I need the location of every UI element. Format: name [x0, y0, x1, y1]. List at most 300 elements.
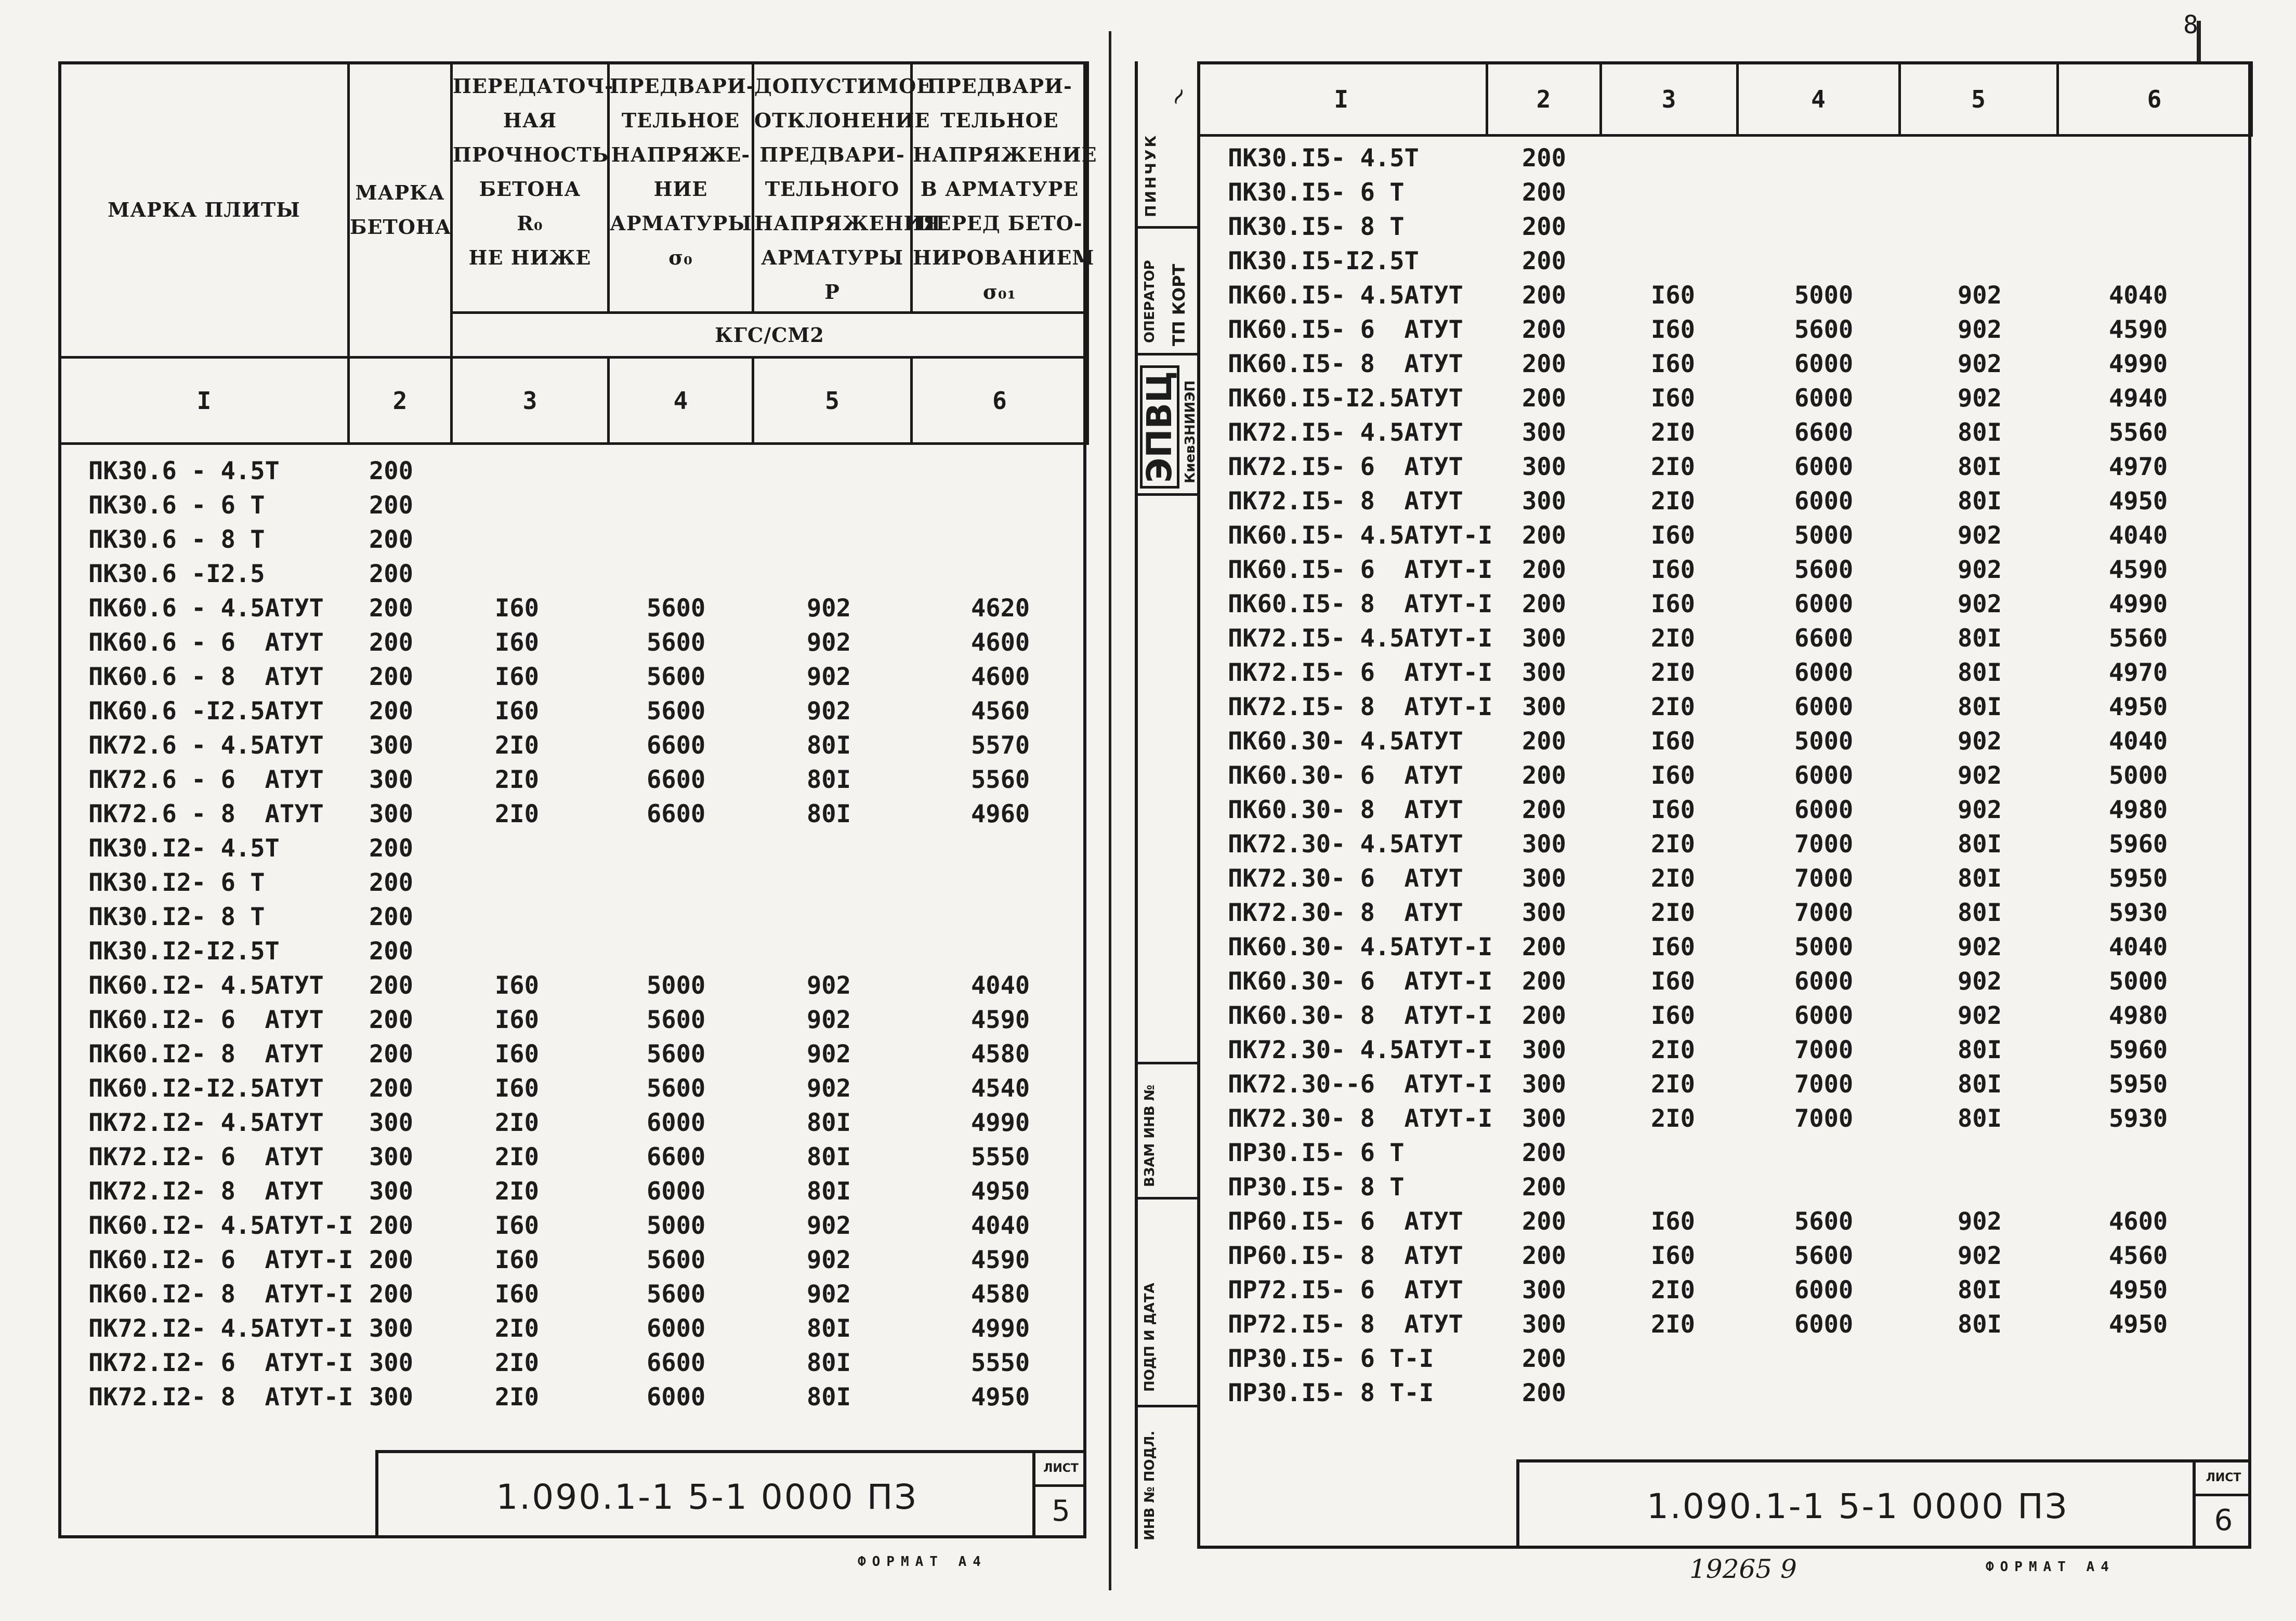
cell-col-1: ПК60.30- 6 АТУТ-I — [1228, 967, 1493, 996]
cell-col-4: 5600 — [647, 697, 706, 726]
cell-col-2: 300 — [1522, 899, 1566, 927]
header-stress-before-concreting: ПРЕДВАРИ- ТЕЛЬНОЕ НАПРЯЖЕНИЕ В АРМАТУРЕ ПЕРЕД БЕТО- НИРОВАНИЕМ σ₀₁ — [912, 63, 1088, 313]
cell-col-1: ПК72.I5- 6 АТУТ-I — [1228, 658, 1493, 687]
cell-col-6: 4940 — [2109, 384, 2168, 413]
left-sheet-number-box — [1032, 1450, 1086, 1538]
header-transfer-strength: ПЕРЕДАТОЧ- НАЯ ПРОЧНОСТЬ БЕТОНА R₀ НЕ НИЖЕ — [452, 63, 609, 313]
cell-col-3: I60 — [1651, 521, 1695, 550]
cell-col-5: 80I — [807, 1383, 851, 1412]
cell-col-6: 5960 — [2109, 1036, 2168, 1064]
cell-col-5: 902 — [807, 628, 851, 657]
cell-col-4: 7000 — [1794, 830, 1854, 859]
cell-col-6: 4990 — [2109, 350, 2168, 378]
cell-col-4: 7000 — [1794, 1070, 1854, 1099]
cell-col-4: 6000 — [647, 1314, 706, 1343]
cell-col-1: ПК30.I5- 4.5Т — [1228, 144, 1419, 173]
cell-col-4: 5600 — [1794, 1242, 1854, 1270]
cell-col-4: 5000 — [1794, 281, 1854, 310]
cell-col-2: 300 — [369, 766, 413, 794]
cell-col-1: ПК60.30- 6 АТУТ — [1228, 761, 1463, 790]
cell-col-6: 4990 — [2109, 590, 2168, 618]
cell-col-4: 6000 — [1794, 1001, 1854, 1030]
cell-col-3: I60 — [495, 594, 539, 623]
cell-col-1: ПК30.I2- 4.5Т — [88, 834, 280, 863]
cell-col-1: ПК30.I2- 8 Т — [88, 903, 265, 931]
cell-col-4: 5600 — [647, 628, 706, 657]
cell-col-2: 200 — [369, 834, 413, 863]
cell-col-4: 7000 — [1794, 1104, 1854, 1133]
cell-col-3: I60 — [1651, 1242, 1695, 1270]
cell-col-2: 200 — [1522, 727, 1566, 756]
col-number-4: 4 — [609, 358, 753, 444]
cell-col-6: 4600 — [2109, 1207, 2168, 1236]
cell-col-2: 300 — [369, 1109, 413, 1137]
cell-col-5: 902 — [1958, 556, 2002, 584]
cell-col-1: ПК60.I2- 6 АТУТ — [88, 1006, 324, 1034]
cell-col-3: 2I0 — [495, 800, 539, 828]
cell-col-5: 902 — [1958, 281, 2002, 310]
cell-col-3: 2I0 — [1651, 487, 1695, 516]
cell-col-2: 300 — [1522, 1310, 1566, 1339]
cell-col-3: 2I0 — [495, 1383, 539, 1412]
cell-col-6: 4560 — [2109, 1242, 2168, 1270]
cell-col-2: 300 — [1522, 830, 1566, 859]
cell-col-1: ПК30.6 - 4.5Т — [88, 457, 280, 485]
cell-col-2: 200 — [369, 560, 413, 588]
cell-col-3: 2I0 — [1651, 658, 1695, 687]
cell-col-5: 902 — [1958, 1207, 2002, 1236]
cell-col-4: 5000 — [1794, 727, 1854, 756]
cell-col-6: 4990 — [971, 1109, 1030, 1137]
cell-col-6: 4600 — [971, 628, 1030, 657]
cell-col-6: 4990 — [971, 1314, 1030, 1343]
cell-col-3: 2I0 — [1651, 693, 1695, 721]
cell-col-2: 200 — [1522, 247, 1566, 275]
cell-col-1: ПК72.I5- 4.5АТУТ — [1228, 418, 1463, 447]
cell-col-5: 80I — [1958, 1310, 2002, 1339]
cell-col-4: 6000 — [1794, 658, 1854, 687]
cell-col-4: 6000 — [647, 1109, 706, 1137]
cell-col-2: 200 — [369, 1040, 413, 1069]
cell-col-1: ПК60.6 -I2.5АТУТ — [88, 697, 324, 726]
left-sheet-label: ЛИСТ — [1035, 1453, 1086, 1487]
cell-col-5: 902 — [1958, 727, 2002, 756]
cell-col-3: 2I0 — [495, 766, 539, 794]
cell-col-3: 2I0 — [495, 1349, 539, 1377]
left-header-table — [58, 61, 1097, 445]
cell-col-1: ПК60.I5- 8 АТУТ — [1228, 350, 1463, 378]
cell-col-2: 200 — [369, 491, 413, 520]
cell-col-1: ПК72.30- 6 АТУТ — [1228, 864, 1463, 893]
cell-col-2: 200 — [1522, 521, 1566, 550]
cell-col-1: ПР30.I5- 6 Т — [1228, 1139, 1405, 1167]
cell-col-5: 80I — [1958, 864, 2002, 893]
cell-col-1: ПК72.I5- 8 АТУТ — [1228, 487, 1463, 516]
col-number-5: 5 — [753, 358, 912, 444]
cell-col-1: ПК60.6 - 4.5АТУТ — [88, 594, 324, 623]
left-format-label: ФОРМАТ А4 — [858, 1554, 987, 1570]
cell-col-5: 902 — [1958, 1001, 2002, 1030]
cell-col-1: ПК60.I5-I2.5АТУТ — [1228, 384, 1463, 413]
cell-col-2: 200 — [1522, 213, 1566, 241]
cell-col-1: ПК72.I2- 8 АТУТ-I — [88, 1383, 353, 1412]
cell-col-3: I60 — [495, 697, 539, 726]
cell-col-5: 80I — [807, 1349, 851, 1377]
cell-col-3: I60 — [1651, 1001, 1695, 1030]
cell-col-2: 300 — [369, 1314, 413, 1343]
cell-col-3: 2I0 — [495, 1314, 539, 1343]
cell-col-6: 4950 — [971, 1177, 1030, 1206]
cell-col-6: 4540 — [971, 1074, 1030, 1103]
cell-col-1: ПК60.30- 4.5АТУТ — [1228, 727, 1463, 756]
col-number-3: 3 — [452, 358, 609, 444]
cell-col-3: 2I0 — [1651, 418, 1695, 447]
cell-col-6: 4970 — [2109, 453, 2168, 481]
cell-col-3: 2I0 — [1651, 1310, 1695, 1339]
cell-col-1: ПК72.I5- 8 АТУТ-I — [1228, 693, 1493, 721]
cell-col-1: ПР60.I5- 6 АТУТ — [1228, 1207, 1463, 1236]
cell-col-3: 2I0 — [1651, 453, 1695, 481]
cell-col-3: I60 — [1651, 590, 1695, 618]
cell-col-4: 6600 — [647, 1349, 706, 1377]
right-doc-code: 1.090.1-1 5-1 0000 ПЗ — [1516, 1459, 2196, 1549]
cell-col-4: 5600 — [647, 1246, 706, 1274]
cell-col-1: ПК30.6 - 8 Т — [88, 525, 265, 554]
cell-col-1: ПК72.30- 8 АТУТ — [1228, 899, 1463, 927]
cell-col-6: 4960 — [971, 800, 1030, 828]
cell-col-2: 200 — [1522, 315, 1566, 344]
cell-col-4: 6600 — [1794, 624, 1854, 653]
cell-col-6: 5570 — [971, 731, 1030, 760]
cell-col-1: ПК72.30- 4.5АТУТ — [1228, 830, 1463, 859]
cell-col-1: ПК60.I5- 4.5АТУТ-I — [1228, 521, 1493, 550]
cell-col-4: 7000 — [1794, 899, 1854, 927]
cell-col-6: 5000 — [2109, 761, 2168, 790]
cell-col-5: 902 — [1958, 761, 2002, 790]
cell-col-4: 6000 — [1794, 693, 1854, 721]
cell-col-1: ПК60.I5- 8 АТУТ-I — [1228, 590, 1493, 618]
left-sheet-number: 5 — [1052, 1494, 1070, 1528]
cell-col-2: 300 — [1522, 1070, 1566, 1099]
strip-cell-inv — [1138, 1407, 1197, 1549]
right-sheet-label: ЛИСТ — [2196, 1462, 2251, 1496]
cell-col-6: 5560 — [971, 766, 1030, 794]
cell-col-3: I60 — [495, 1246, 539, 1274]
cell-col-4: 6600 — [647, 766, 706, 794]
podp-data-label: ПОДП И ДАТА — [1142, 1283, 1158, 1392]
cell-col-2: 200 — [369, 663, 413, 691]
cell-col-5: 80I — [807, 1109, 851, 1137]
cell-col-3: I60 — [1651, 315, 1695, 344]
cell-col-1: ПР72.I5- 6 АТУТ — [1228, 1276, 1463, 1304]
cell-col-2: 200 — [369, 868, 413, 897]
cell-col-5: 80I — [1958, 1104, 2002, 1133]
cell-col-1: ПК30.I2- 6 Т — [88, 868, 265, 897]
cell-col-5: 80I — [1958, 1276, 2002, 1304]
cell-col-1: ПК60.I2- 4.5АТУТ-I — [88, 1211, 353, 1240]
cell-col-6: 4040 — [2109, 521, 2168, 550]
cell-col-6: 4590 — [971, 1246, 1030, 1274]
cell-col-4: 6600 — [1794, 418, 1854, 447]
cell-col-2: 300 — [1522, 693, 1566, 721]
cell-col-3: 2I0 — [495, 731, 539, 760]
cell-col-4: 5600 — [647, 1040, 706, 1069]
cell-col-1: ПК60.I5- 4.5АТУТ — [1228, 281, 1463, 310]
cell-col-6: 5560 — [2109, 418, 2168, 447]
cell-col-2: 200 — [369, 525, 413, 554]
cell-col-5: 80I — [807, 731, 851, 760]
cell-col-2: 200 — [1522, 1001, 1566, 1030]
cell-col-5: 80I — [807, 766, 851, 794]
side-stamp-strip — [1135, 61, 1200, 1549]
cell-col-6: 5560 — [2109, 624, 2168, 653]
cell-col-2: 200 — [1522, 1173, 1566, 1202]
cell-col-2: 200 — [369, 1211, 413, 1240]
strip-cell-vzam — [1138, 1064, 1197, 1200]
cell-col-3: I60 — [1651, 761, 1695, 790]
cell-col-2: 200 — [369, 903, 413, 931]
cell-col-2: 200 — [369, 1074, 413, 1103]
cell-col-6: 4590 — [2109, 556, 2168, 584]
cell-col-2: 300 — [1522, 1104, 1566, 1133]
cell-col-2: 300 — [369, 1383, 413, 1412]
right-col-number-5: 5 — [1899, 63, 2057, 136]
cell-col-3: 2I0 — [1651, 1104, 1695, 1133]
cell-col-2: 200 — [1522, 1345, 1566, 1373]
cell-col-2: 200 — [369, 937, 413, 966]
cell-col-2: 200 — [1522, 933, 1566, 961]
cell-col-4: 6000 — [1794, 1276, 1854, 1304]
cell-col-3: 2I0 — [1651, 864, 1695, 893]
cell-col-1: ПК72.I2- 6 АТУТ-I — [88, 1349, 353, 1377]
cell-col-5: 80I — [1958, 624, 2002, 653]
cell-col-6: 5550 — [971, 1349, 1030, 1377]
cell-col-3: I60 — [1651, 350, 1695, 378]
cell-col-4: 5600 — [647, 663, 706, 691]
cell-col-6: 4590 — [971, 1006, 1030, 1034]
cell-col-2: 200 — [1522, 1207, 1566, 1236]
col-number-2: 2 — [349, 358, 452, 444]
cell-col-5: 902 — [1958, 796, 2002, 824]
cell-col-4: 5000 — [647, 1211, 706, 1240]
cell-col-4: 7000 — [1794, 1036, 1854, 1064]
cell-col-3: I60 — [1651, 933, 1695, 961]
cell-col-2: 200 — [1522, 384, 1566, 413]
cell-col-2: 300 — [1522, 487, 1566, 516]
cell-col-1: ПК30.6 -I2.5 — [88, 560, 265, 588]
cell-col-2: 200 — [369, 697, 413, 726]
cell-col-2: 300 — [1522, 1276, 1566, 1304]
cell-col-5: 80I — [1958, 487, 2002, 516]
cell-col-4: 6000 — [647, 1177, 706, 1206]
cell-col-3: 2I0 — [495, 1177, 539, 1206]
cell-col-2: 300 — [1522, 658, 1566, 687]
cell-col-5: 902 — [807, 1040, 851, 1069]
cell-col-1: ПК60.30- 4.5АТУТ-I — [1228, 933, 1493, 961]
cell-col-4: 5600 — [647, 1280, 706, 1309]
cell-col-6: 5930 — [2109, 899, 2168, 927]
cell-col-2: 300 — [369, 800, 413, 828]
cell-col-4: 5600 — [1794, 1207, 1854, 1236]
cell-col-6: 4600 — [971, 663, 1030, 691]
cell-col-4: 5600 — [1794, 556, 1854, 584]
cell-col-1: ПР30.I5- 8 Т-I — [1228, 1379, 1434, 1407]
cell-col-5: 80I — [1958, 899, 2002, 927]
strip-cell-epvc — [1138, 355, 1197, 496]
cell-col-5: 902 — [807, 594, 851, 623]
cell-col-3: I60 — [1651, 967, 1695, 996]
cell-col-1: ПК60.I5- 6 АТУТ — [1228, 315, 1463, 344]
cell-col-4: 6000 — [1794, 761, 1854, 790]
strip-cell-podp — [1138, 1200, 1197, 1407]
cell-col-3: 2I0 — [1651, 899, 1695, 927]
cell-col-2: 200 — [1522, 281, 1566, 310]
right-col-number-3: 3 — [1600, 63, 1737, 136]
cell-col-6: 4980 — [2109, 1001, 2168, 1030]
cell-col-2: 300 — [369, 1349, 413, 1377]
cell-col-1: ПР60.I5- 8 АТУТ — [1228, 1242, 1463, 1270]
cell-col-1: ПК30.I5- 8 Т — [1228, 213, 1405, 241]
cell-col-5: 902 — [807, 1280, 851, 1309]
pinchuk-label: ПИНЧУК — [1142, 133, 1159, 217]
cell-col-1: ПК60.I5- 6 АТУТ-I — [1228, 556, 1493, 584]
right-format-label: ФОРМАТ А4 — [1986, 1559, 2115, 1575]
cell-col-5: 902 — [807, 663, 851, 691]
cell-col-2: 200 — [369, 457, 413, 485]
cell-col-5: 902 — [807, 1246, 851, 1274]
org-label: КиевЗНИИЭП — [1183, 380, 1198, 483]
right-col-number-6: 6 — [2057, 63, 2251, 136]
handwritten-note: 19265 9 — [1689, 1554, 1797, 1584]
cell-col-1: ПК60.6 - 8 АТУТ — [88, 663, 324, 691]
cell-col-3: 2I0 — [1651, 1070, 1695, 1099]
cell-col-1: ПК60.I2- 8 АТУТ-I — [88, 1280, 353, 1309]
cell-col-4: 5000 — [1794, 521, 1854, 550]
cell-col-4: 6000 — [1794, 487, 1854, 516]
left-doc-code: 1.090.1-1 5-1 0000 ПЗ — [375, 1450, 1035, 1538]
cell-col-3: I60 — [495, 1040, 539, 1069]
cell-col-3: I60 — [1651, 727, 1695, 756]
signature-pinchuk: ~ — [1161, 80, 1196, 112]
cell-col-4: 6600 — [647, 731, 706, 760]
cell-col-5: 902 — [1958, 384, 2002, 413]
cell-col-3: I60 — [1651, 281, 1695, 310]
right-col-number-2: 2 — [1487, 63, 1600, 136]
cell-col-2: 300 — [1522, 864, 1566, 893]
cell-col-2: 200 — [369, 1246, 413, 1274]
cell-col-1: ПК30.I2-I2.5Т — [88, 937, 280, 966]
cell-col-1: ПК72.I2- 4.5АТУТ-I — [88, 1314, 353, 1343]
col-number-1: I — [60, 358, 349, 444]
cell-col-1: ПР72.I5- 8 АТУТ — [1228, 1310, 1463, 1339]
cell-col-5: 80I — [807, 1314, 851, 1343]
cell-col-6: 4040 — [2109, 281, 2168, 310]
header-plate-mark: МАРКА ПЛИТЫ — [60, 63, 349, 358]
cell-col-1: ПК72.6 - 8 АТУТ — [88, 800, 324, 828]
cell-col-3: I60 — [495, 1211, 539, 1240]
cell-col-2: 200 — [1522, 967, 1566, 996]
cell-col-1: ПК72.I5- 4.5АТУТ-I — [1228, 624, 1493, 653]
cell-col-4: 6000 — [647, 1383, 706, 1412]
cell-col-5: 80I — [807, 1143, 851, 1171]
cell-col-6: 4040 — [971, 1211, 1030, 1240]
cell-col-4: 5600 — [1794, 315, 1854, 344]
cell-col-4: 7000 — [1794, 864, 1854, 893]
cell-col-5: 80I — [1958, 658, 2002, 687]
cell-col-5: 80I — [1958, 453, 2002, 481]
cell-col-1: ПК72.6 - 6 АТУТ — [88, 766, 324, 794]
col-number-6: 6 — [912, 358, 1088, 444]
cell-col-4: 5000 — [1794, 933, 1854, 961]
cell-col-5: 80I — [1958, 1036, 2002, 1064]
cell-col-4: 6000 — [1794, 967, 1854, 996]
cell-col-3: 2I0 — [1651, 624, 1695, 653]
cell-col-1: ПР30.I5- 8 Т — [1228, 1173, 1405, 1202]
right-col-number-4: 4 — [1737, 63, 1899, 136]
cell-col-1: ПК72.I2- 8 АТУТ — [88, 1177, 324, 1206]
header-units: КГС/СМ2 — [452, 313, 1088, 358]
cell-col-3: I60 — [495, 971, 539, 1000]
cell-col-4: 6000 — [1794, 384, 1854, 413]
cell-col-3: I60 — [495, 628, 539, 657]
cell-col-6: 4620 — [971, 594, 1030, 623]
cell-col-1: ПК60.I2-I2.5АТУТ — [88, 1074, 324, 1103]
cell-col-6: 5950 — [2109, 864, 2168, 893]
cell-col-5: 902 — [1958, 933, 2002, 961]
cell-col-4: 6000 — [1794, 590, 1854, 618]
cell-col-1: ПК72.I2- 4.5АТУТ — [88, 1109, 324, 1137]
cell-col-2: 300 — [1522, 624, 1566, 653]
cell-col-2: 200 — [1522, 178, 1566, 207]
cell-col-4: 5600 — [647, 1006, 706, 1034]
cell-col-1: ПК30.6 - 6 Т — [88, 491, 265, 520]
cell-col-6: 4040 — [2109, 933, 2168, 961]
cell-col-2: 200 — [369, 1280, 413, 1309]
right-sheet-number-box — [2193, 1459, 2251, 1549]
cell-col-3: 2I0 — [495, 1143, 539, 1171]
cell-col-5: 902 — [1958, 967, 2002, 996]
cell-col-1: ПК72.30- 8 АТУТ-I — [1228, 1104, 1493, 1133]
cell-col-1: ПК60.I2- 6 АТУТ-I — [88, 1246, 353, 1274]
cell-col-4: 6000 — [1794, 453, 1854, 481]
strip-cell-pinchuk — [1138, 61, 1197, 229]
cell-col-6: 4590 — [2109, 315, 2168, 344]
cell-col-4: 5600 — [647, 1074, 706, 1103]
cell-col-2: 200 — [1522, 1242, 1566, 1270]
cell-col-1: ПК60.30- 8 АТУТ — [1228, 796, 1463, 824]
cell-col-4: 6000 — [1794, 796, 1854, 824]
cell-col-2: 300 — [1522, 418, 1566, 447]
cell-col-2: 200 — [1522, 761, 1566, 790]
cell-col-5: 902 — [807, 1211, 851, 1240]
cell-col-4: 5600 — [647, 594, 706, 623]
cell-col-1: ПК60.6 - 6 АТУТ — [88, 628, 324, 657]
cell-col-2: 300 — [369, 731, 413, 760]
cell-col-2: 200 — [1522, 590, 1566, 618]
cell-col-1: ПК72.30- 4.5АТУТ-I — [1228, 1036, 1493, 1064]
cell-col-5: 902 — [1958, 590, 2002, 618]
cell-col-1: ПК60.I2- 8 АТУТ — [88, 1040, 324, 1069]
cell-col-3: I60 — [1651, 556, 1695, 584]
cell-col-3: 2I0 — [1651, 1276, 1695, 1304]
cell-col-2: 200 — [369, 971, 413, 1000]
cell-col-1: ПК30.I5- 6 Т — [1228, 178, 1405, 207]
vzam-label: ВЗАМ ИНВ № — [1142, 1084, 1158, 1187]
cell-col-2: 200 — [369, 594, 413, 623]
cell-col-5: 80I — [1958, 693, 2002, 721]
cell-col-5: 902 — [807, 1074, 851, 1103]
cell-col-3: I60 — [1651, 1207, 1695, 1236]
